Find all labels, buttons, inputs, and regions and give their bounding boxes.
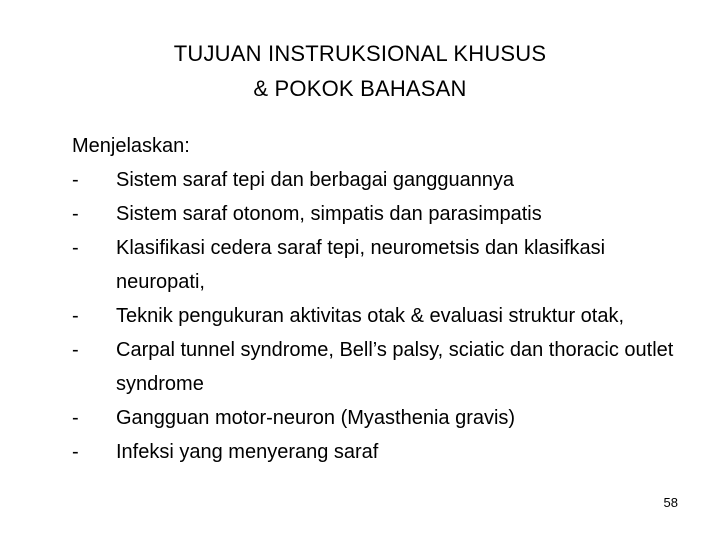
list-item-text: Klasifikasi cedera saraf tepi, neurometsis dan klasifkasi neuropati, (116, 237, 606, 293)
list-item-text: Sistem saraf tepi dan berbagai gangguannya (116, 169, 515, 191)
page-number: 58 (663, 495, 678, 510)
bullet-dash: - (72, 305, 79, 327)
list-item-text: Infeksi yang menyerang saraf (116, 441, 379, 463)
bullet-dash: - (72, 237, 79, 259)
bullet-dash: - (72, 407, 79, 429)
list-item (72, 163, 692, 197)
bullet-dash: - (72, 441, 79, 463)
intro-text: Menjelaskan: (72, 135, 190, 157)
list-item (72, 197, 692, 231)
list-item-text: Gangguan motor-neuron (Myasthenia gravis) (116, 407, 516, 429)
content-list (72, 129, 692, 469)
list-item (72, 231, 692, 299)
bullet-dash: - (72, 169, 79, 191)
title-line-2: & POKOK BAHASAN (253, 76, 467, 101)
list-item-text: Teknik pengukuran aktivitas otak & evaluasi struktur otak, (116, 305, 625, 327)
list-item (72, 435, 692, 469)
slide-title (0, 36, 720, 106)
title-line-1: TUJUAN INSTRUKSIONAL KHUSUS (173, 41, 547, 66)
list-item (72, 299, 692, 333)
list-item (72, 401, 692, 435)
list-item-text: Sistem saraf otonom, simpatis dan parasimpatis (116, 203, 542, 225)
bullet-dash: - (72, 203, 79, 225)
bullet-dash: - (72, 339, 79, 361)
list-item-text: Carpal tunnel syndrome, Bell’s palsy, sciatic dan thoracic outlet syndrome (116, 339, 674, 395)
list-item (72, 333, 692, 401)
